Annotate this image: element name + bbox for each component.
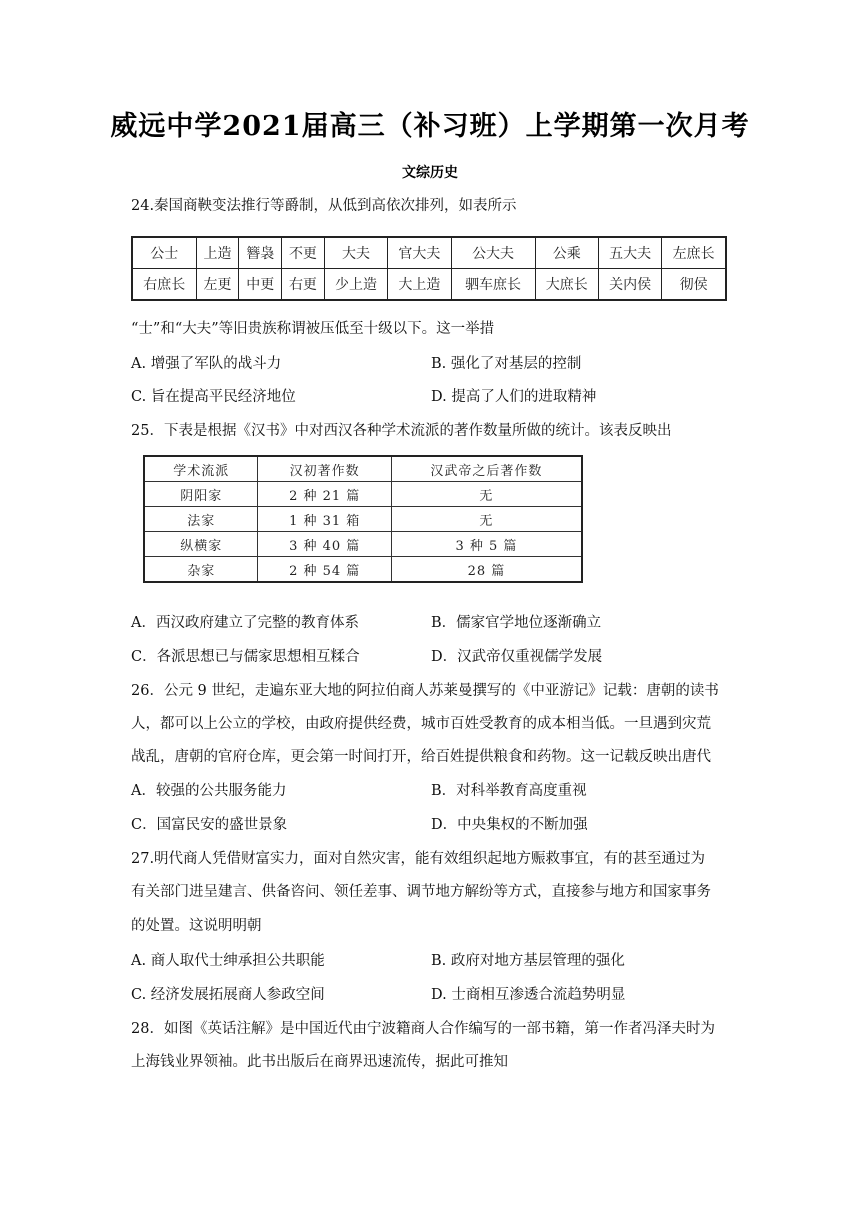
- q28-text-line: 上海钱业界领袖。此书出版后在商界迅速流传，据此可推知: [131, 1054, 508, 1070]
- table-row: [144, 482, 582, 507]
- table-header-cell: 汉武帝之后著作数: [391, 456, 582, 482]
- q27-text-line: 的处置。这说明明朝: [131, 918, 262, 934]
- rank-cell: 关内侯: [598, 269, 661, 301]
- q25-option-d[interactable]: D．汉武帝仅重视儒学发展: [431, 649, 603, 665]
- q27-option-c[interactable]: C. 经济发展拓展商人参政空间: [131, 987, 325, 1003]
- table-cell: 3 种 5 篇: [391, 532, 582, 557]
- table-cell: 28 篇: [391, 557, 582, 583]
- table-cell: 1 种 31 箱: [258, 507, 391, 532]
- rank-cell: 公士: [132, 237, 196, 269]
- table-cell: 阴阳家: [144, 482, 258, 507]
- table-cell: 杂家: [144, 557, 258, 583]
- page-title: 威远中学2021届高三（补习班）上学期第一次月考: [110, 111, 750, 142]
- q26-text-line: 26．公元 9 世纪，走遍东亚大地的阿拉伯商人苏莱曼撰写的《中亚游记》记载：唐朝的读书: [131, 683, 719, 699]
- q26-text-line: 战乱，唐朝的官府仓库，更会第一时间打开，给百姓提供粮食和药物。这一记载反映出唐代: [131, 749, 711, 765]
- q25-option-a[interactable]: A．西汉政府建立了完整的教育体系: [131, 615, 359, 631]
- table-cell: 3 种 40 篇: [258, 532, 391, 557]
- q26-option-d[interactable]: D．中央集权的不断加强: [431, 817, 588, 833]
- q27-text-line: 27.明代商人凭借财富实力，面对自然灾害，能有效组织起地方赈救事宜，有的甚至通过为: [131, 851, 706, 867]
- table-row: [144, 532, 582, 557]
- q26-text-line: 人，都可以上公立的学校，由政府提供经费，城市百姓受教育的成本相当低。一旦遇到灾荒: [131, 716, 711, 732]
- rank-cell: 左更: [196, 269, 239, 301]
- table-header-cell: 学术流派: [144, 456, 258, 482]
- rank-cell: 大上造: [388, 269, 451, 301]
- q27-option-b[interactable]: B. 政府对地方基层管理的强化: [431, 953, 625, 969]
- q26-option-c[interactable]: C．国富民安的盛世景象: [131, 817, 288, 833]
- q25-option-b[interactable]: B．儒家官学地位逐渐确立: [431, 615, 602, 631]
- q24-option-d[interactable]: D. 提高了人们的进取精神: [431, 389, 597, 405]
- table-cell: 无: [391, 507, 582, 532]
- rank-cell: 不更: [282, 237, 325, 269]
- q24-option-b[interactable]: B. 强化了对基层的控制: [431, 356, 582, 372]
- rank-cell: 右庶长: [132, 269, 196, 301]
- rank-cell: 簪袅: [239, 237, 282, 269]
- table-cell: 2 种 21 篇: [258, 482, 391, 507]
- rank-row-1: [132, 237, 726, 269]
- q25-option-c[interactable]: C．各派思想已与儒家思想相互糅合: [131, 649, 360, 665]
- rank-cell: 右更: [282, 269, 325, 301]
- section-subtitle: 文综历史: [402, 165, 458, 181]
- table-cell: 法家: [144, 507, 258, 532]
- q27-text-line: 有关部门进呈建言、供备咨问、领任差事、调节地方解纷等方式，直接参与地方和国家事务: [131, 884, 711, 900]
- q27-option-d[interactable]: D. 士商相互渗透合流趋势明显: [431, 987, 626, 1003]
- rank-cell: 驷车庶长: [451, 269, 535, 301]
- q24-note: “士”和“大夫”等旧贵族称谓被压低至十级以下。这一举措: [131, 321, 495, 337]
- q27-option-a[interactable]: A. 商人取代士绅承担公共职能: [131, 953, 325, 969]
- rank-cell: 公大夫: [451, 237, 535, 269]
- rank-cell: 少上造: [324, 269, 387, 301]
- table-cell: 纵横家: [144, 532, 258, 557]
- q24-option-a[interactable]: A. 增强了军队的战斗力: [131, 356, 282, 372]
- rank-cell: 中更: [239, 269, 282, 301]
- rank-cell: 左庶长: [662, 237, 726, 269]
- table-header-row: [144, 456, 582, 482]
- rank-cell: 彻侯: [662, 269, 726, 301]
- table-cell: 无: [391, 482, 582, 507]
- rank-cell: 五大夫: [598, 237, 661, 269]
- rank-row-2: [132, 269, 726, 301]
- table-row: [144, 507, 582, 532]
- q24-stem: 24.秦国商鞅变法推行等爵制，从低到高依次排列，如表所示: [131, 198, 517, 214]
- school-works-table: [143, 455, 583, 583]
- q26-option-a[interactable]: A．较强的公共服务能力: [131, 783, 287, 799]
- rank-cell: 上造: [196, 237, 239, 269]
- q25-stem: 25．下表是根据《汉书》中对西汉各种学术流派的著作数量所做的统计。该表反映出: [131, 423, 672, 439]
- q26-option-b[interactable]: B．对科举教育高度重视: [431, 783, 587, 799]
- q28-text-line: 28．如图《英话注解》是中国近代由宁波籍商人合作编写的一部书籍，第一作者冯泽夫时为: [131, 1021, 715, 1037]
- rank-table: [131, 236, 727, 301]
- rank-cell: 大夫: [324, 237, 387, 269]
- rank-cell: 官大夫: [388, 237, 451, 269]
- rank-cell: 公乘: [535, 237, 598, 269]
- rank-cell: 大庶长: [535, 269, 598, 301]
- table-row: [144, 557, 582, 583]
- table-cell: 2 种 54 篇: [258, 557, 391, 583]
- q24-option-c[interactable]: C. 旨在提高平民经济地位: [131, 389, 296, 405]
- table-header-cell: 汉初著作数: [258, 456, 391, 482]
